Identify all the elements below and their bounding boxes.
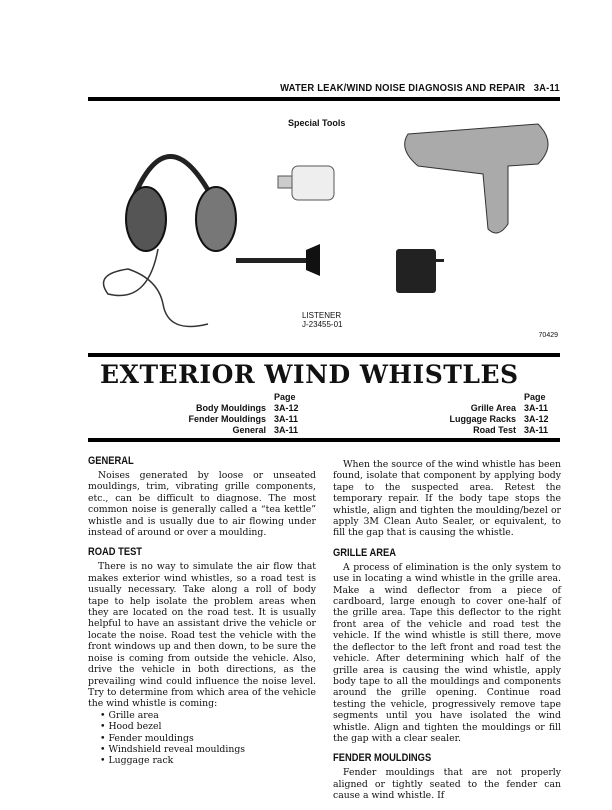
- road-test-text: There is no way to simulate the air flow that makes exterior wind whistles, so a road test is usually necessary. Take along a roll of body tape to help isolate the problem areas when they are located on the road test. It is usually helpful to have an assistant drive the vehicle or locate the noise. Road test the vehicle with the front windows up and then down, to be sure the noise is coming from outside the vehicle. Also, drive the vehicle in both directions, as the prevailing wind could influence the noise level. Try to determine from which area of the vehicle the wind whistle is coming:: [88, 561, 316, 710]
- header-page-number: 3A-11: [533, 82, 560, 94]
- special-tools-figure: [88, 104, 560, 349]
- isolate-text: When the source of the wind whistle has been found, isolate that component by applying body tape to the suspected area. Retest the temporary repair. If the body tape stops the whistle, align and tighten the moulding/bezel or apply 3M Clean Auto Sealer, or equivalent, to fill the gap that is causing the whistle.: [333, 459, 561, 539]
- toc-label: Body Mouldings: [196, 403, 266, 413]
- toc-label: Fender Mouldings: [188, 414, 266, 424]
- toc-page: 3A-12: [524, 414, 549, 424]
- toc-entry[interactable]: [420, 403, 560, 414]
- toc-page: 3A-11: [274, 414, 299, 424]
- toc-page-header: Page: [274, 392, 296, 402]
- tool-label: [302, 311, 342, 329]
- list-item: • Luggage rack: [100, 755, 316, 766]
- tool-number: J-23455-01: [302, 320, 343, 329]
- toc-entry[interactable]: [420, 425, 560, 436]
- toc-right: [420, 392, 560, 436]
- toc-page: 3A-11: [274, 425, 299, 435]
- toc-page: 3A-11: [524, 403, 549, 413]
- list-item: • Grille area: [100, 710, 316, 721]
- left-column: [88, 455, 316, 767]
- grille-area-text: A process of elimination is the only system to use in locating a wind whistle in the grille area. Make a wind deflector from a piece of cardboard, large enough to cover one-half of the grille area. Tape this deflector to the right front area of the vehicle and road test the vehicle. If the wind whistle is still there, move the deflector to the left front and road test the vehicle. After determining which half of the grille area is causing the wind whistle, apply body tape to all the mouldings and components around the grille opening. Continue road testing the vehicle, progressively remove tape segments until you have isolated the wind whistle. Align and tighten the mouldings or fill the gap with a clear sealer.: [333, 561, 561, 744]
- figure-number: 70429: [538, 332, 558, 339]
- fender-mouldings-text: Fender mouldings that are not properly aligned or tightly seated to the fender can cause a wind whistle. If: [333, 767, 561, 802]
- header-title: WATER LEAK/WIND NOISE DIAGNOSIS AND REPAIR: [280, 82, 526, 94]
- bottle-icon: [278, 166, 334, 200]
- listener-box-icon: [396, 249, 444, 293]
- listener-probe-icon: [236, 244, 320, 276]
- header-rule: [88, 97, 560, 101]
- tool-name: LISTENER: [302, 311, 342, 320]
- section-top-rule: [88, 353, 560, 357]
- general-text: Noises generated by loose or unseated mouldings, trim, vibrating grille components, etc., can be difficult to diagnose. The most common noise is generally called a “tea kettle” whistle and is usually due to air flowing under instead of around or over a moulding.: [88, 470, 316, 539]
- road-test-heading: ROAD TEST: [88, 546, 143, 559]
- right-column: [333, 459, 561, 810]
- toc-label: Road Test: [473, 425, 516, 435]
- fender-mouldings-heading: FENDER MOULDINGS: [333, 752, 432, 765]
- toc-entry[interactable]: [420, 414, 560, 425]
- toc-entry[interactable]: [180, 414, 310, 425]
- section-bottom-rule: [88, 438, 560, 442]
- list-item: • Windshield reveal mouldings: [100, 744, 316, 755]
- toc-label: General: [232, 425, 266, 435]
- toc-page-header: Page: [524, 392, 546, 402]
- toc-left: [180, 392, 310, 436]
- toc-page: 3A-12: [274, 403, 299, 413]
- toc-label: Luggage Racks: [449, 414, 516, 424]
- list-item: • Fender mouldings: [100, 733, 316, 744]
- toc-entry[interactable]: [180, 425, 310, 436]
- general-heading: GENERAL: [88, 455, 134, 467]
- toc-entry[interactable]: [180, 403, 310, 414]
- toc-page: 3A-11: [524, 425, 549, 435]
- area-list: [88, 710, 316, 767]
- running-header: [280, 82, 560, 94]
- section-title: EXTERIOR WIND WHISTLES: [100, 360, 519, 389]
- headphones-icon: [104, 157, 237, 327]
- toc-label: Grille Area: [470, 403, 516, 413]
- figure-caption: Special Tools: [288, 118, 346, 128]
- list-item: • Hood bezel: [100, 721, 316, 732]
- listener-gun-icon: [405, 124, 548, 233]
- grille-area-heading: GRILLE AREA: [333, 546, 397, 559]
